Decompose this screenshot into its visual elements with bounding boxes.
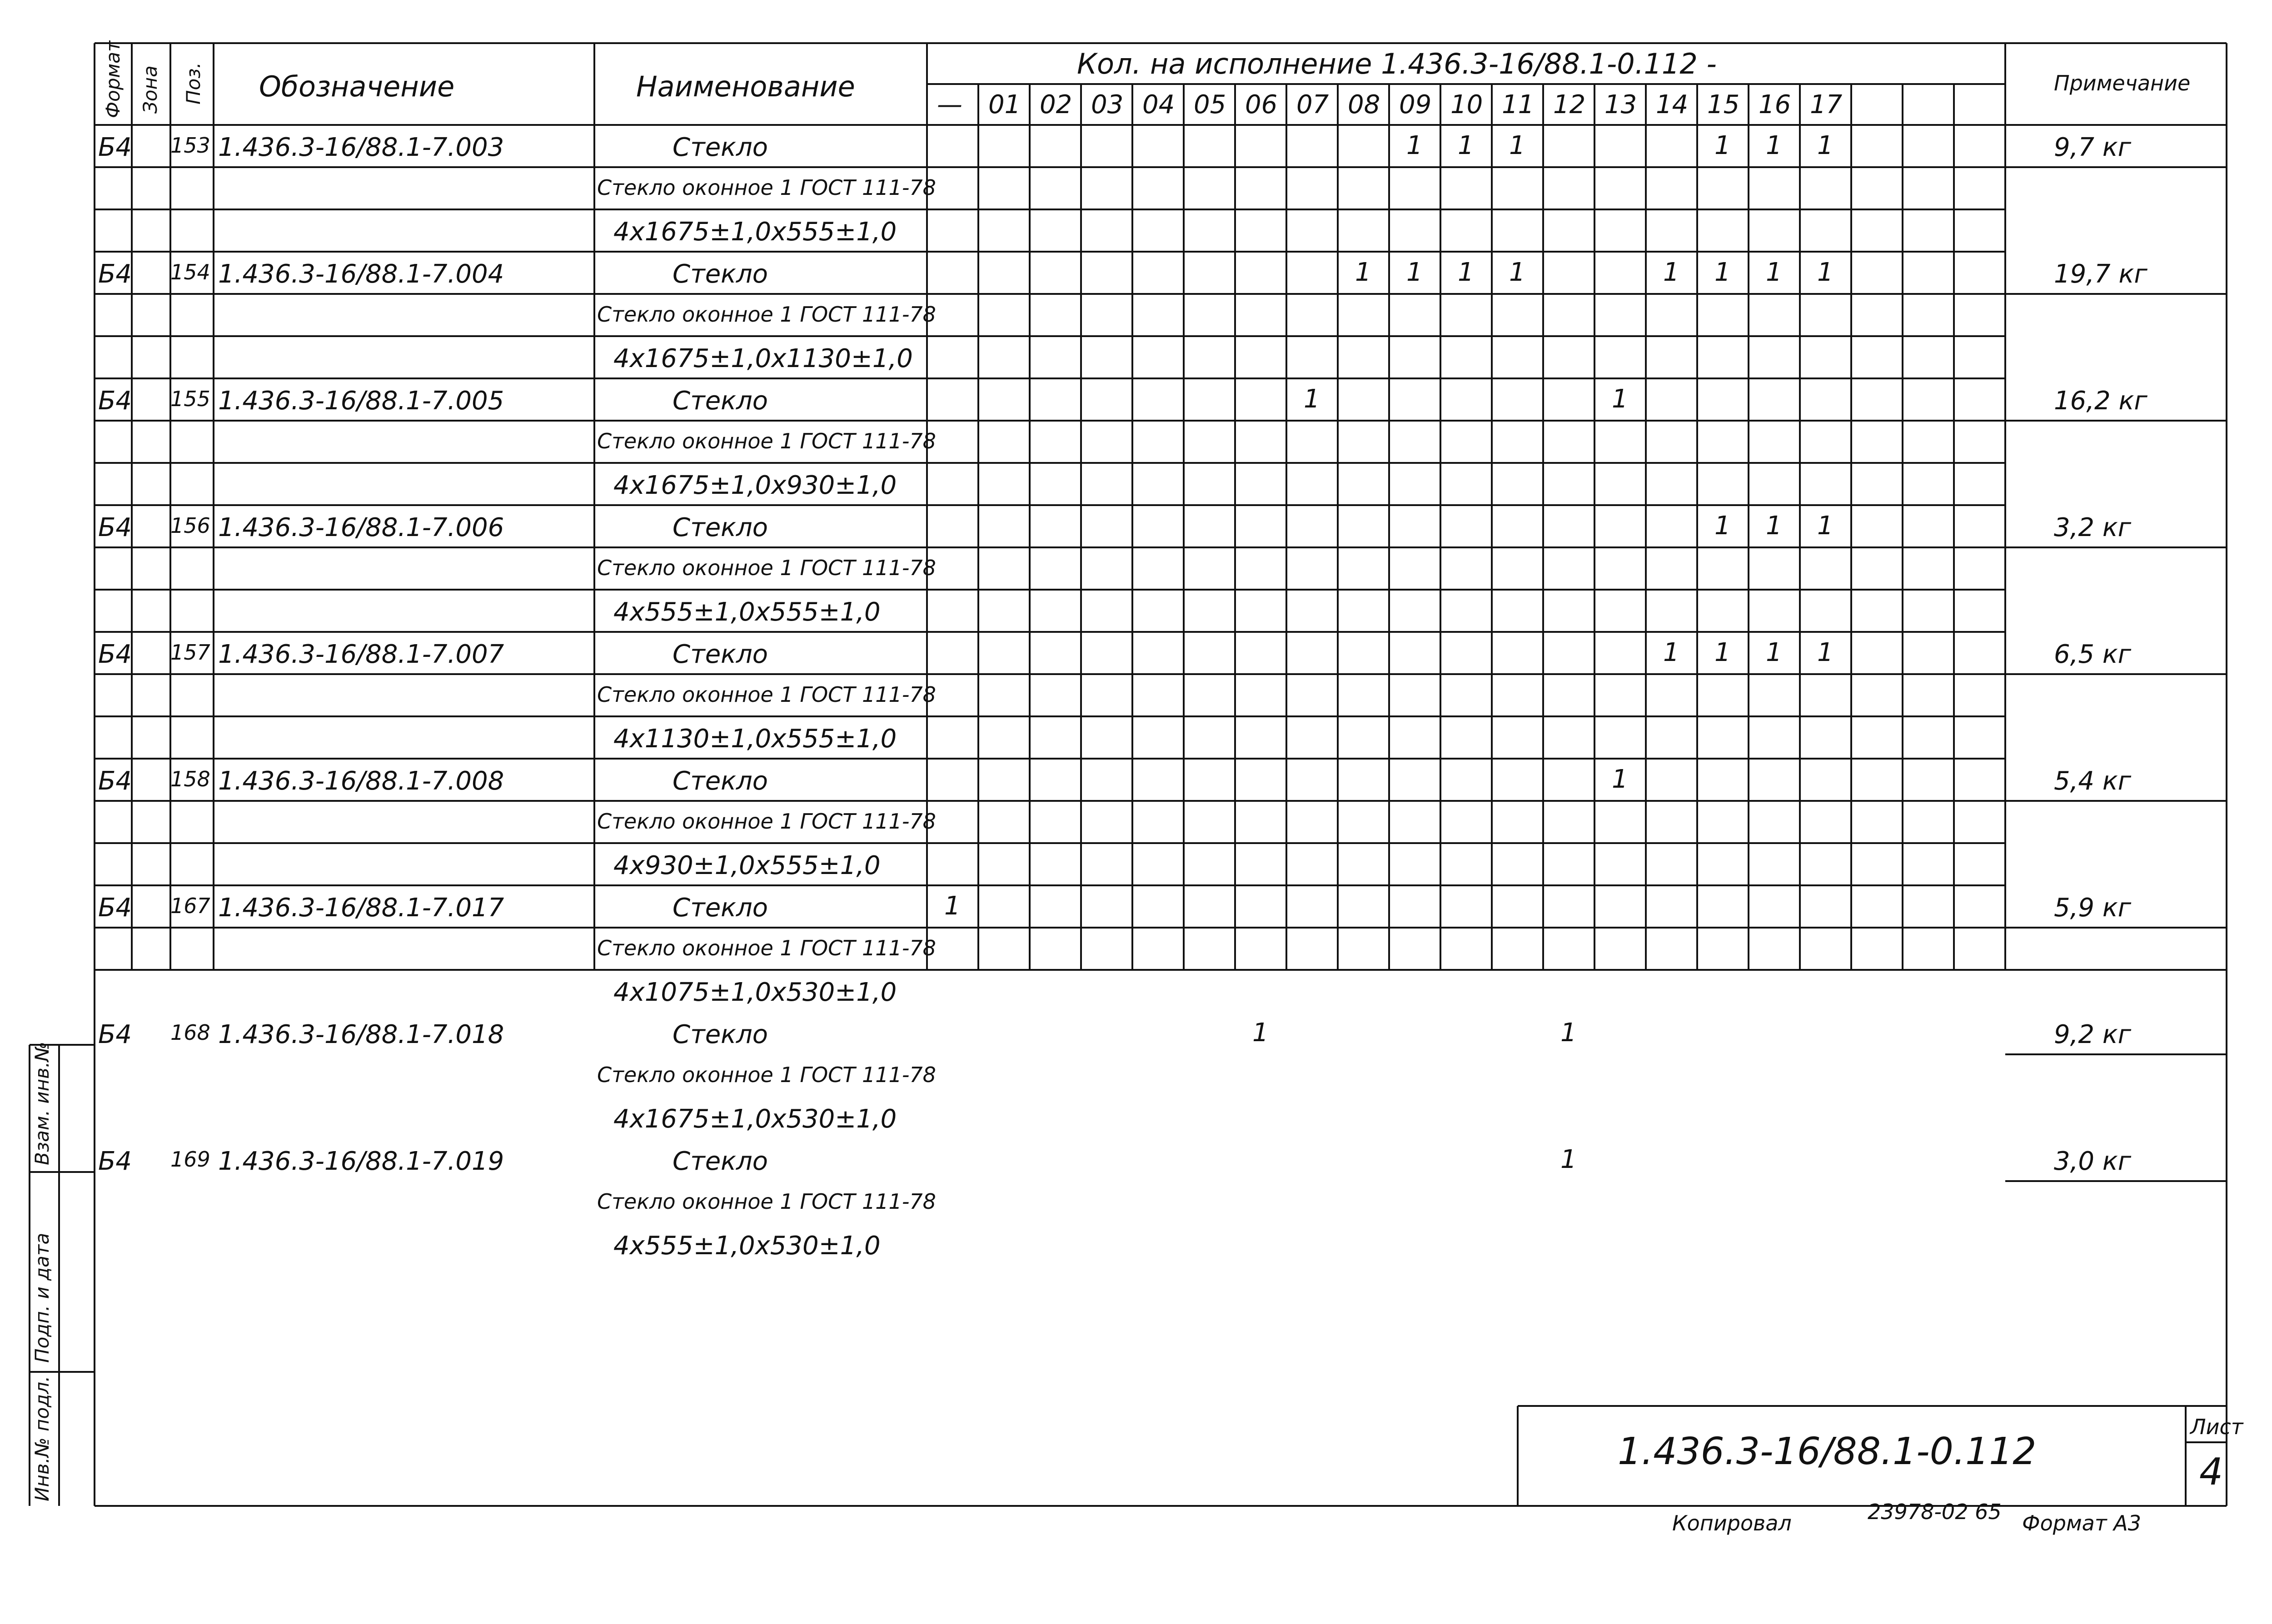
qty-mark: 1 [1766,511,1782,541]
qty-mark: 1 [1612,765,1628,794]
format-cell: Б4 [98,1020,132,1049]
qty-mark: 1 [1817,638,1834,667]
note-cell: 5,4 кг [2054,766,2132,796]
title-block-divider [2185,1406,2187,1506]
sheet-label: Лист [2190,1415,2243,1439]
title-block-top [1518,1405,2227,1407]
qty-mark: 1 [1560,1145,1577,1174]
format-cell: Б4 [98,766,132,796]
size-line: 4x555±1,0x530±1,0 [613,1231,881,1261]
stamp-line [30,1171,95,1173]
variant-label: 09 [1399,90,1432,119]
qty-mark: 1 [1714,511,1731,541]
note-cell: 16,2 кг [2054,386,2147,416]
column-divider [593,43,595,970]
table-row-line [95,251,2005,253]
designation-cell: 1.436.3-16/88.1-7.008 [218,766,504,796]
variant-label: — [937,90,962,119]
stamp-sign-date: Подп. и дата [31,1232,53,1363]
stamp-line [30,1371,95,1373]
qty-mark: 1 [1714,258,1731,287]
size-line: 4x1675±1,0x530±1,0 [613,1104,897,1134]
designation-cell: 1.436.3-16/88.1-7.005 [218,386,504,416]
qty-column-divider [1029,84,1031,970]
qty-column-divider [1696,84,1698,970]
column-divider [2004,43,2006,970]
format-cell: Б4 [98,513,132,542]
note-row-line [2005,927,2227,929]
qty-mark: 1 [1663,638,1679,667]
qty-column-divider [1388,84,1390,970]
table-row-line [95,504,2005,506]
table-row-line [95,335,2005,337]
table-bottom-border [95,969,2227,971]
spec-line: Стекло оконное 1 ГОСТ 111-78 [597,302,936,327]
note-row-line [2005,673,2227,675]
name-cell: Стекло [673,1147,768,1176]
qty-mark: 1 [1714,638,1731,667]
qty-mark: 1 [1509,258,1525,287]
qty-column-divider [1183,84,1185,970]
format-cell: Б4 [98,640,132,669]
size-line: 4x1675±1,0x1130±1,0 [613,344,913,373]
qty-mark: 1 [1560,1018,1577,1048]
header-designation: Обозначение [259,70,455,103]
variant-label: 03 [1091,90,1124,119]
note-row-line [2005,1053,2227,1055]
qty-column-divider [1594,84,1595,970]
table-row-line [95,673,2005,675]
table-row-line [95,209,2005,210]
pos-cell: 155 [170,387,210,411]
table-row-line [95,420,2005,422]
qty-mark: 1 [1612,384,1628,414]
footer-format: Формат А3 [2022,1511,2141,1535]
qty-column-divider [1799,84,1801,970]
note-cell: 3,2 кг [2054,513,2132,542]
size-line: 4x1130±1,0x555±1,0 [613,724,897,754]
name-cell: Стекло [673,513,768,542]
size-line: 4x1075±1,0x530±1,0 [613,978,897,1007]
qty-column-divider [1131,84,1133,970]
pos-cell: 153 [170,133,210,158]
spec-line: Стекло оконное 1 ГОСТ 111-78 [597,1189,936,1214]
footer-copied: Копировал [1672,1511,1792,1535]
note-row-line [2005,800,2227,802]
designation-cell: 1.436.3-16/88.1-7.007 [218,640,504,669]
table-top-border [95,42,2227,44]
left-border [94,43,95,1506]
qty-header-divider [927,83,2005,85]
right-border [2226,43,2227,1506]
sheet-number: 4 [2199,1450,2223,1494]
variant-label: 04 [1142,90,1175,119]
qty-mark: 1 [1406,258,1423,287]
designation-cell: 1.436.3-16/88.1-7.018 [218,1020,504,1049]
table-row-line [95,842,2005,844]
document-number: 1.436.3-16/88.1-0.112 [1618,1430,2037,1473]
qty-column-divider [1491,84,1493,970]
note-cell: 9,7 кг [2054,133,2132,162]
qty-mark: 1 [1252,1018,1269,1048]
pos-cell: 167 [170,894,210,918]
header-zone: Зона [139,65,161,114]
spec-line: Стекло оконное 1 ГОСТ 111-78 [597,682,936,707]
footer-code: 23978-02 65 [1868,1500,2002,1524]
variant-label: 02 [1040,90,1072,119]
qty-mark: 1 [1663,258,1679,287]
size-line: 4x1675±1,0x555±1,0 [613,217,897,247]
variant-label: 05 [1194,90,1226,119]
designation-cell: 1.436.3-16/88.1-7.019 [218,1147,504,1176]
header-notes: Примечание [2054,71,2191,95]
name-cell: Стекло [673,386,768,416]
qty-column-divider [977,84,979,970]
table-row-line [95,715,2005,717]
variant-label: 12 [1553,90,1586,119]
spec-line: Стекло оконное 1 ГОСТ 111-78 [597,429,936,453]
qty-column-divider [1748,84,1749,970]
variant-label: 17 [1810,90,1843,119]
qty-column-divider [1902,84,1903,970]
note-cell: 19,7 кг [2054,259,2147,289]
column-divider [213,43,214,970]
table-row-line [95,800,2005,802]
table-row-line [95,166,2005,168]
note-row-line [2005,546,2227,548]
qty-column-divider [1080,84,1082,970]
format-cell: Б4 [98,259,132,289]
stamp-left-border [29,1045,30,1506]
variant-label: 01 [988,90,1021,119]
qty-column-divider [1285,84,1287,970]
qty-column-divider [1645,84,1647,970]
format-cell: Б4 [98,893,132,923]
header-qty: Кол. на исполнение 1.436.3-16/88.1-0.112 - [1077,47,1717,80]
qty-column-divider [1234,84,1236,970]
header-name: Наименование [636,70,855,103]
qty-mark: 1 [1304,384,1320,414]
variant-label: 14 [1656,90,1689,119]
pos-cell: 156 [170,513,210,538]
spec-line: Стекло оконное 1 ГОСТ 111-78 [597,556,936,580]
table-row-line [95,589,2005,591]
variant-label: 06 [1245,90,1278,119]
column-divider [131,43,133,970]
note-row-line [2005,420,2227,422]
table-row-line [95,758,2005,760]
format-cell: Б4 [98,133,132,162]
variant-label: 07 [1296,90,1329,119]
pos-cell: 169 [170,1147,210,1172]
name-cell: Стекло [673,893,768,923]
spec-line: Стекло оконное 1 ГОСТ 111-78 [597,1063,936,1087]
variant-label: 11 [1502,90,1535,119]
pos-cell: 168 [170,1020,210,1045]
header-bottom-border [95,124,2227,126]
table-row-line [95,546,2005,548]
qty-mark: 1 [1817,511,1834,541]
size-line: 4x930±1,0x555±1,0 [613,851,881,880]
name-cell: Стекло [673,133,768,162]
stamp-replace-inv: Взам. инв.№ [31,1042,53,1165]
variant-label: 15 [1707,90,1740,119]
column-divider [169,43,171,970]
qty-mark: 1 [1766,131,1782,160]
note-row-line [2005,1180,2227,1182]
sheet-label-line [2186,1441,2227,1443]
qty-mark: 1 [1817,258,1834,287]
note-cell: 6,5 кг [2054,640,2132,669]
table-row-line [95,631,2005,633]
name-cell: Стекло [673,1020,768,1049]
designation-cell: 1.436.3-16/88.1-7.017 [218,893,504,923]
note-cell: 9,2 кг [2054,1020,2132,1049]
name-cell: Стекло [673,766,768,796]
designation-cell: 1.436.3-16/88.1-7.006 [218,513,504,542]
qty-column-divider [1337,84,1339,970]
qty-mark: 1 [1406,131,1423,160]
pos-cell: 154 [170,260,210,284]
stamp-inv-orig: Инв.№ подл. [31,1376,53,1501]
pos-cell: 158 [170,767,210,791]
table-row-line [95,293,2005,295]
spec-line: Стекло оконное 1 ГОСТ 111-78 [597,936,936,960]
format-cell: Б4 [98,1147,132,1176]
qty-column-divider [1440,84,1441,970]
table-row-line [95,462,2005,464]
qty-mark: 1 [1766,258,1782,287]
qty-mark: 1 [1458,131,1474,160]
note-cell: 3,0 кг [2054,1147,2132,1176]
variant-label: 13 [1604,90,1637,119]
qty-column-divider [1850,84,1852,970]
note-row-line [2005,166,2227,168]
qty-mark: 1 [1817,131,1834,160]
qty-mark: 1 [1714,131,1731,160]
table-row-line [95,377,2005,379]
pos-cell: 157 [170,640,210,665]
size-line: 4x555±1,0x555±1,0 [613,597,881,627]
format-cell: Б4 [98,386,132,416]
spec-line: Стекло оконное 1 ГОСТ 111-78 [597,809,936,834]
table-row-line [95,884,2005,886]
designation-cell: 1.436.3-16/88.1-7.004 [218,259,504,289]
qty-mark: 1 [1766,638,1782,667]
qty-mark: 1 [1355,258,1371,287]
qty-mark: 1 [944,891,961,921]
variant-label: 16 [1759,90,1791,119]
note-row-line [2005,293,2227,295]
header-format: Формат [102,40,124,118]
variant-label: 08 [1348,90,1380,119]
note-cell: 5,9 кг [2054,893,2132,923]
name-cell: Стекло [673,259,768,289]
title-block-left [1517,1406,1519,1506]
designation-cell: 1.436.3-16/88.1-7.003 [218,133,504,162]
spec-line: Стекло оконное 1 ГОСТ 111-78 [597,175,936,200]
name-cell: Стекло [673,640,768,669]
qty-column-divider [1953,84,1955,970]
qty-column-divider [1542,84,1544,970]
header-pos: Поз. [182,62,204,104]
table-row-line [95,927,2005,929]
size-line: 4x1675±1,0x930±1,0 [613,471,897,500]
stamp-divider [58,1045,60,1506]
qty-mark: 1 [1509,131,1525,160]
variant-label: 10 [1450,90,1483,119]
qty-mark: 1 [1458,258,1474,287]
